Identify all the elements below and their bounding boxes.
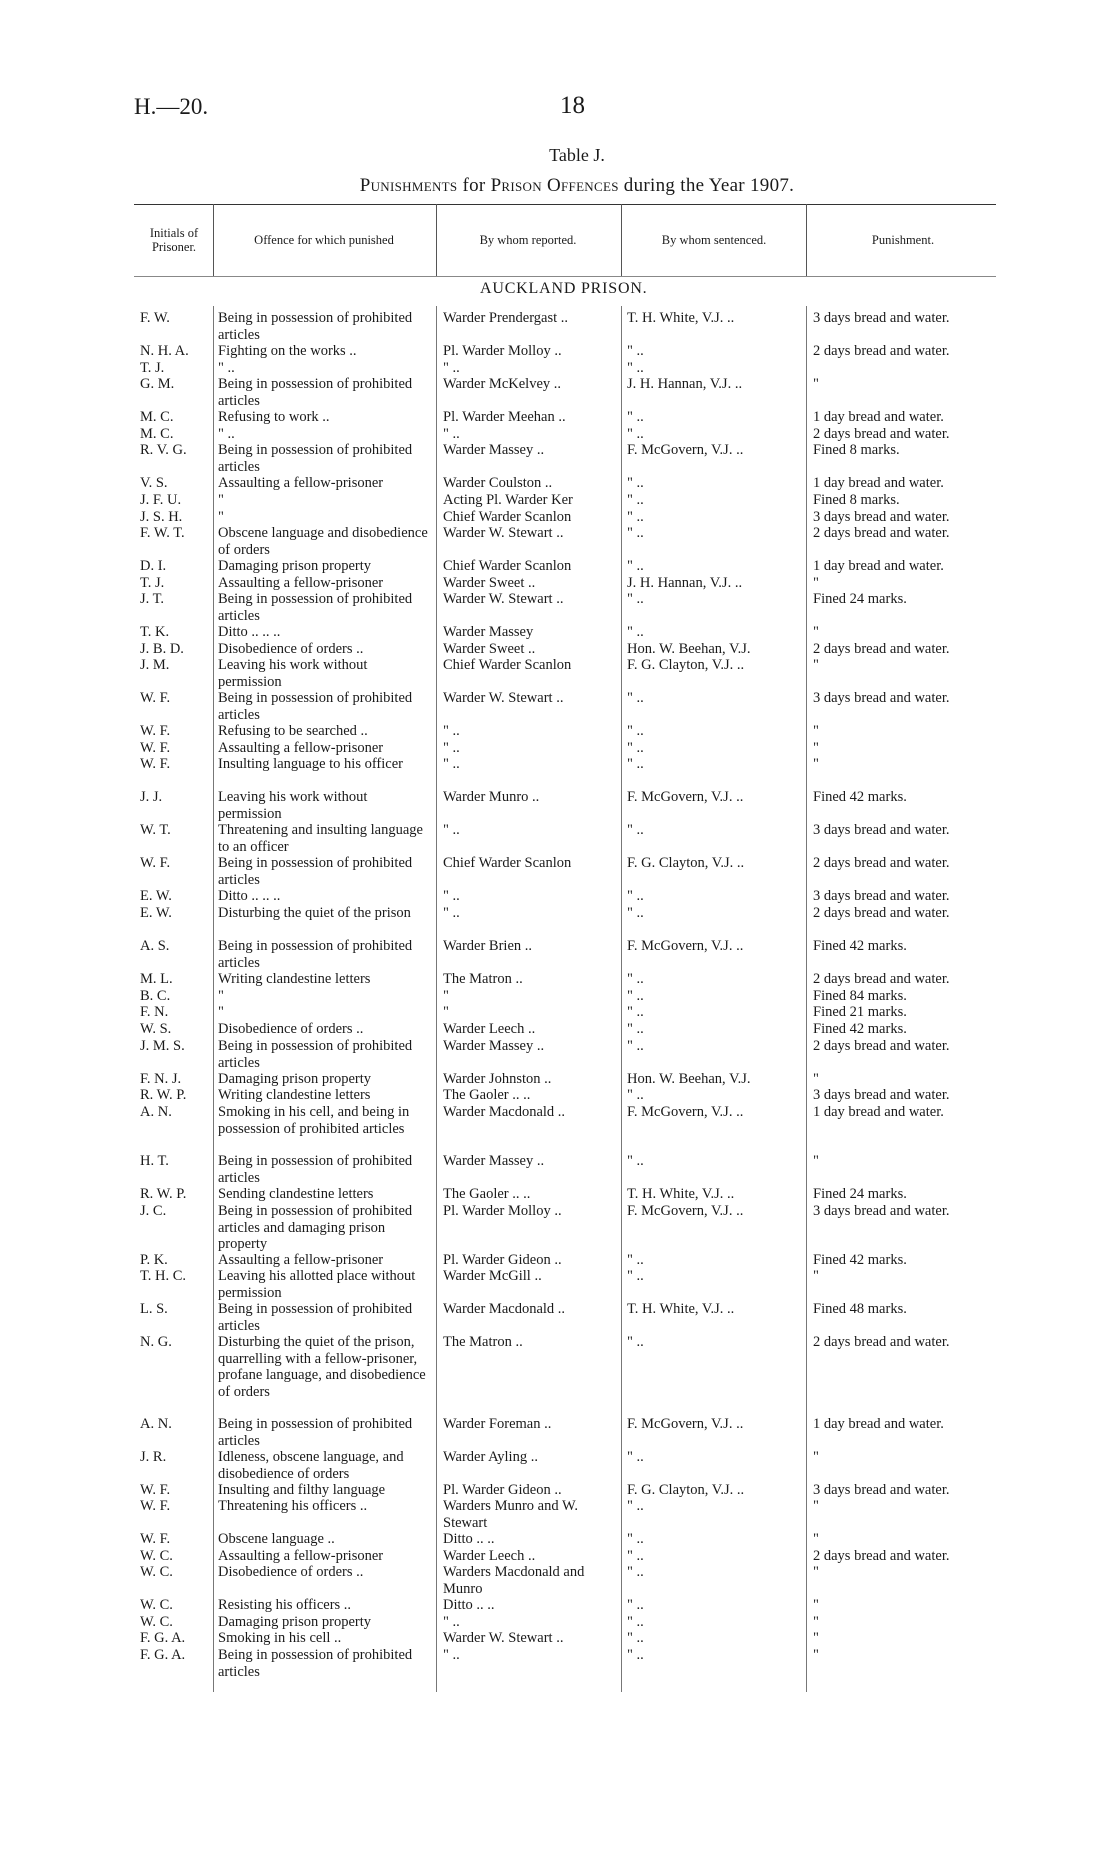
punishment-cell: Fined 48 marks.	[813, 1301, 907, 1317]
reported-by-cell: The Matron ..	[443, 1334, 523, 1350]
prisoner-initials: A. S.	[140, 938, 170, 954]
reported-by-cell: Warders Munro and W. Stewart	[443, 1498, 578, 1531]
punishment-cell: Fined 42 marks.	[813, 1021, 907, 1037]
punishment-cell: Fined 24 marks.	[813, 1186, 907, 1202]
sentenced-by-cell: " ..	[627, 1087, 644, 1103]
offence-cell: Being in possession of prohibited articles	[218, 1647, 413, 1680]
offence-cell: Assaulting a fellow-prisoner	[218, 740, 384, 756]
sentenced-by-cell: " ..	[627, 409, 644, 425]
sentenced-by-cell: " ..	[627, 558, 644, 574]
sentenced-by-cell: " ..	[627, 1449, 644, 1465]
punishment-cell: "	[813, 1268, 819, 1284]
reported-by-cell: Warder W. Stewart ..	[443, 1630, 564, 1646]
sentenced-by-cell: " ..	[627, 1597, 644, 1613]
prisoner-initials: B. C.	[140, 988, 171, 1004]
reported-by-cell: Warder Leech ..	[443, 1548, 536, 1564]
sentenced-by-cell: " ..	[627, 1614, 644, 1630]
reported-by-cell: " ..	[443, 723, 460, 739]
reported-by-cell: Warder Prendergast ..	[443, 310, 568, 326]
reported-by-cell: The Matron ..	[443, 971, 523, 987]
sentenced-by-cell: " ..	[627, 690, 644, 706]
reported-by-cell: Warder Sweet ..	[443, 575, 536, 591]
sentenced-by-cell: F. G. Clayton, V.J. ..	[627, 657, 745, 673]
reported-by-cell: " ..	[443, 822, 460, 838]
reported-by-cell: Pl. Warder Meehan ..	[443, 409, 566, 425]
reported-by-cell: " ..	[443, 1647, 460, 1663]
reported-by-cell: Warder W. Stewart ..	[443, 690, 564, 706]
offence-cell: Writing clandestine letters	[218, 1087, 371, 1103]
prisoner-initials: F. G. A.	[140, 1647, 186, 1663]
offence-cell: Fighting on the works ..	[218, 343, 357, 359]
punishment-cell: "	[813, 1597, 819, 1613]
reported-by-cell: Warder W. Stewart ..	[443, 591, 564, 607]
reported-by-cell: Warder Munro ..	[443, 789, 540, 805]
sentenced-by-cell: " ..	[627, 624, 644, 640]
sentenced-by-cell: " ..	[627, 1531, 644, 1547]
punishment-cell: "	[813, 1071, 819, 1087]
sentenced-by-cell: " ..	[627, 888, 644, 904]
prisoner-initials: W. F.	[140, 1531, 171, 1547]
offence-cell: Threatening his officers ..	[218, 1498, 368, 1514]
punishment-cell: Fined 24 marks.	[813, 591, 907, 607]
prisoner-initials: M. C.	[140, 426, 174, 442]
prisoner-initials: W. F.	[140, 1498, 171, 1514]
reported-by-cell: " ..	[443, 888, 460, 904]
punishment-cell: Fined 84 marks.	[813, 988, 907, 1004]
reported-by-cell: The Gaoler .. ..	[443, 1087, 531, 1103]
prisoner-initials: J. F. U.	[140, 492, 182, 508]
punishment-cell: "	[813, 624, 819, 640]
offence-cell: Being in possession of prohibited articles	[218, 938, 413, 971]
punishment-cell: 2 days bread and water.	[813, 525, 950, 541]
prisoner-initials: N. H. A.	[140, 343, 189, 359]
prisoner-initials: A. N.	[140, 1104, 172, 1120]
header-initials: Initials of Prisoner.	[149, 226, 199, 254]
prisoner-initials: E. W.	[140, 905, 172, 921]
punishment-cell: Fined 42 marks.	[813, 789, 907, 805]
offence-cell: "	[218, 1004, 224, 1020]
reported-by-cell: Chief Warder Scanlon	[443, 657, 572, 673]
sentenced-by-cell: Hon. W. Beehan, V.J.	[627, 1071, 751, 1087]
prisoner-initials: J. M. S.	[140, 1038, 185, 1054]
punishment-cell: "	[813, 1647, 819, 1663]
reported-by-cell: Warder Macdonald ..	[443, 1104, 566, 1120]
reported-by-cell: Chief Warder Scanlon	[443, 509, 572, 525]
reported-by-cell: Warder Massey ..	[443, 442, 545, 458]
punishment-cell: 3 days bread and water.	[813, 310, 950, 326]
punishment-cell: "	[813, 657, 819, 673]
page-number: 18	[560, 92, 585, 119]
sentenced-by-cell: " ..	[627, 1268, 644, 1284]
punishment-cell: 3 days bread and water.	[813, 822, 950, 838]
prisoner-initials: W. C.	[140, 1548, 173, 1564]
reported-by-cell: Pl. Warder Gideon ..	[443, 1482, 562, 1498]
offence-cell: Assaulting a fellow-prisoner	[218, 1252, 384, 1268]
reported-by-cell: "	[443, 1004, 449, 1020]
offence-cell: Sending clandestine letters	[218, 1186, 374, 1202]
punishment-cell: "	[813, 1531, 819, 1547]
prisoner-initials: F. N.	[140, 1004, 169, 1020]
punishment-cell: 2 days bread and water.	[813, 971, 950, 987]
offence-cell: Obscene language ..	[218, 1531, 335, 1547]
sentenced-by-cell: F. McGovern, V.J. ..	[627, 1104, 744, 1120]
punishment-cell: 2 days bread and water.	[813, 641, 950, 657]
punishment-cell: 2 days bread and water.	[813, 1038, 950, 1054]
punishment-cell: Fined 42 marks.	[813, 1252, 907, 1268]
sentenced-by-cell: " ..	[627, 509, 644, 525]
header-reported: By whom reported.	[479, 233, 577, 247]
reported-by-cell: Warder Macdonald ..	[443, 1301, 566, 1317]
offence-cell: Smoking in his cell, and being in possession of prohibited articles	[218, 1104, 410, 1137]
sentenced-by-cell: " ..	[627, 525, 644, 541]
sentenced-by-cell: " ..	[627, 1548, 644, 1564]
punishment-cell: 1 day bread and water.	[813, 475, 944, 491]
offence-cell: Being in possession of prohibited articles	[218, 1301, 413, 1334]
prisoner-initials: J. T.	[140, 591, 165, 607]
punishment-cell: "	[813, 1449, 819, 1465]
punishment-cell: 2 days bread and water.	[813, 905, 950, 921]
punishment-cell: "	[813, 1564, 819, 1580]
sentenced-by-cell: " ..	[627, 971, 644, 987]
offence-cell: "	[218, 988, 224, 1004]
prisoner-initials: W. F.	[140, 1482, 171, 1498]
punishment-cell: 1 day bread and water.	[813, 558, 944, 574]
prisoner-initials: W. F.	[140, 855, 171, 871]
prisoner-initials: J. B. D.	[140, 641, 184, 657]
reported-by-cell: Chief Warder Scanlon	[443, 855, 572, 871]
prisoner-initials: V. S.	[140, 475, 168, 491]
prisoner-initials: W. F.	[140, 690, 171, 706]
reported-by-cell: Warders Macdonald and Munro	[443, 1564, 585, 1597]
offence-cell: Leaving his work without permission	[218, 789, 368, 822]
offence-cell: Writing clandestine letters	[218, 971, 371, 987]
sentenced-by-cell: F. McGovern, V.J. ..	[627, 1416, 744, 1432]
offence-cell: Resisting his officers ..	[218, 1597, 352, 1613]
prisoner-initials: E. W.	[140, 888, 172, 904]
reported-by-cell: " ..	[443, 740, 460, 756]
offence-cell: Leaving his work without permission	[218, 657, 368, 690]
prisoner-initials: T. J.	[140, 575, 165, 591]
sentenced-by-cell: " ..	[627, 1647, 644, 1663]
reported-by-cell: Pl. Warder Molloy ..	[443, 1203, 562, 1219]
reported-by-cell: Warder Leech ..	[443, 1021, 536, 1037]
offence-cell: "	[218, 509, 224, 525]
title-part-2: for	[457, 175, 491, 196]
sentenced-by-cell: " ..	[627, 1021, 644, 1037]
offence-cell: Being in possession of prohibited articles	[218, 1038, 413, 1071]
offence-cell: Obscene language and disobedience of orders	[218, 525, 428, 558]
punishment-cell: 2 days bread and water.	[813, 1548, 950, 1564]
punishment-cell: 3 days bread and water.	[813, 690, 950, 706]
prisoner-initials: R. W. P.	[140, 1186, 187, 1202]
sentenced-by-cell: F. McGovern, V.J. ..	[627, 1203, 744, 1219]
prisoner-initials: F. W.	[140, 310, 170, 326]
reported-by-cell: Pl. Warder Gideon ..	[443, 1252, 562, 1268]
reported-by-cell: Warder Brien ..	[443, 938, 533, 954]
title-part-1: Punishments	[359, 175, 458, 196]
offence-cell: Refusing to work ..	[218, 409, 330, 425]
sentenced-by-cell: " ..	[627, 905, 644, 921]
prisoner-initials: J. S. H.	[140, 509, 183, 525]
punishment-cell: 1 day bread and water.	[813, 1416, 944, 1432]
reported-by-cell: Ditto .. ..	[443, 1531, 495, 1547]
offence-cell: Disturbing the quiet of the prison, quarrelling with a fellow-prisoner, profane language, and disobedience of orders	[218, 1334, 426, 1400]
offence-cell: Being in possession of prohibited articles	[218, 310, 413, 343]
sentenced-by-cell: F. G. Clayton, V.J. ..	[627, 1482, 745, 1498]
punishment-cell: 1 day bread and water.	[813, 1104, 944, 1120]
sentenced-by-cell: " ..	[627, 1004, 644, 1020]
reported-by-cell: Chief Warder Scanlon	[443, 558, 572, 574]
sentenced-by-cell: " ..	[627, 475, 644, 491]
reported-by-cell: The Gaoler .. ..	[443, 1186, 531, 1202]
sentenced-by-cell: " ..	[627, 492, 644, 508]
punishment-cell: 2 days bread and water.	[813, 343, 950, 359]
sentenced-by-cell: T. H. White, V.J. ..	[627, 1301, 735, 1317]
punishment-cell: 3 days bread and water.	[813, 888, 950, 904]
prisoner-initials: D. I.	[140, 558, 167, 574]
offence-cell: Being in possession of prohibited articles	[218, 855, 413, 888]
offence-cell: Being in possession of prohibited articles	[218, 1153, 413, 1186]
punishment-cell: "	[813, 376, 819, 392]
prisoner-initials: A. N.	[140, 1416, 172, 1432]
sentenced-by-cell: " ..	[627, 822, 644, 838]
punishment-cell: Fined 21 marks.	[813, 1004, 907, 1020]
offence-cell: "	[218, 492, 224, 508]
offence-cell: Refusing to be searched ..	[218, 723, 368, 739]
sentenced-by-cell: " ..	[627, 1498, 644, 1514]
offence-cell: Idleness, obscene language, and disobedience of orders	[218, 1449, 404, 1482]
offence-cell: Being in possession of prohibited articles	[218, 442, 413, 475]
reported-by-cell: Warder Massey ..	[443, 1153, 545, 1169]
reported-by-cell: Warder Foreman ..	[443, 1416, 552, 1432]
prisoner-initials: J. J.	[140, 789, 163, 805]
punishment-cell: 2 days bread and water.	[813, 1334, 950, 1350]
sentenced-by-cell: F. McGovern, V.J. ..	[627, 938, 744, 954]
sentenced-by-cell: " ..	[627, 988, 644, 1004]
prisoner-initials: J. R.	[140, 1449, 167, 1465]
reported-by-cell: Warder McKelvey ..	[443, 376, 562, 392]
punishment-cell: 2 days bread and water.	[813, 855, 950, 871]
offence-cell: Damaging prison property	[218, 1071, 372, 1087]
punishment-cell: 3 days bread and water.	[813, 509, 950, 525]
reported-by-cell: Ditto .. ..	[443, 1597, 495, 1613]
reported-by-cell: " ..	[443, 756, 460, 772]
reported-by-cell: Warder Coulston ..	[443, 475, 553, 491]
punishment-cell: Fined 8 marks.	[813, 442, 900, 458]
sentenced-by-cell: " ..	[627, 740, 644, 756]
offence-cell: Insulting language to his officer	[218, 756, 403, 772]
section-heading: AUCKLAND PRISON.	[480, 280, 648, 297]
prisoner-initials: W. T.	[140, 822, 171, 838]
offence-cell: Threatening and insulting language to an officer	[218, 822, 423, 855]
punishment-cell: 1 day bread and water.	[813, 409, 944, 425]
offence-cell: Assaulting a fellow-prisoner	[218, 1548, 384, 1564]
prisoner-initials: T. K.	[140, 624, 170, 640]
offence-cell: Disturbing the quiet of the prison	[218, 905, 411, 921]
prisoner-initials: F. W. T.	[140, 525, 185, 541]
sentenced-by-cell: T. H. White, V.J. ..	[627, 1186, 735, 1202]
punishment-cell: "	[813, 1498, 819, 1514]
header-offence: Offence for which punished	[254, 233, 394, 247]
offence-cell: Disobedience of orders ..	[218, 1021, 364, 1037]
punishment-cell: Fined 42 marks.	[813, 938, 907, 954]
sentenced-by-cell: Hon. W. Beehan, V.J.	[627, 641, 751, 657]
reported-by-cell: Warder Massey	[443, 624, 534, 640]
sentenced-by-cell: " ..	[627, 1252, 644, 1268]
offence-cell: Damaging prison property	[218, 558, 372, 574]
reported-by-cell: Acting Pl. Warder Ker	[443, 492, 573, 508]
prisoner-initials: F. G. A.	[140, 1630, 186, 1646]
offence-cell: Being in possession of prohibited articles	[218, 376, 413, 409]
sentenced-by-cell: F. G. Clayton, V.J. ..	[627, 855, 745, 871]
punishment-cell: 3 days bread and water.	[813, 1203, 950, 1219]
prisoner-initials: W. F.	[140, 740, 171, 756]
header-sentenced: By whom sentenced.	[661, 233, 767, 247]
offence-cell: Being in possession of prohibited articles	[218, 1416, 413, 1449]
reported-by-cell: Warder Johnston ..	[443, 1071, 552, 1087]
reported-by-cell: " ..	[443, 426, 460, 442]
offence-cell: Assaulting a fellow-prisoner	[218, 475, 384, 491]
offence-cell: " ..	[218, 426, 235, 442]
sentenced-by-cell: " ..	[627, 1334, 644, 1350]
punishment-cell: "	[813, 1153, 819, 1169]
reported-by-cell: Warder McGill ..	[443, 1268, 542, 1284]
punishment-cell: 2 days bread and water.	[813, 426, 950, 442]
prisoner-initials: T. H. C.	[140, 1268, 187, 1284]
sentenced-by-cell: " ..	[627, 360, 644, 376]
sentenced-by-cell: " ..	[627, 426, 644, 442]
table-label: Table J.	[549, 145, 605, 165]
prisoner-initials: R. W. P.	[140, 1087, 187, 1103]
sentenced-by-cell: F. McGovern, V.J. ..	[627, 789, 744, 805]
sentenced-by-cell: F. McGovern, V.J. ..	[627, 442, 744, 458]
offence-cell: Being in possession of prohibited articles and damaging prison property	[218, 1203, 413, 1252]
doc-code: H.—20.	[134, 94, 209, 119]
sentenced-by-cell: " ..	[627, 756, 644, 772]
sentenced-by-cell: " ..	[627, 1153, 644, 1169]
sentenced-by-cell: " ..	[627, 1630, 644, 1646]
reported-by-cell: Warder Sweet ..	[443, 641, 536, 657]
prisoner-initials: M. L.	[140, 971, 173, 987]
reported-by-cell: Warder W. Stewart ..	[443, 525, 564, 541]
offence-cell: Disobedience of orders ..	[218, 641, 364, 657]
prisoner-initials: W. F.	[140, 756, 171, 772]
title-part-4: during the Year 1907.	[618, 175, 795, 196]
prisoner-initials: W. C.	[140, 1597, 173, 1613]
sentenced-by-cell: " ..	[627, 591, 644, 607]
prisoner-initials: G. M.	[140, 376, 175, 392]
header-punishment: Punishment.	[871, 233, 935, 247]
punishment-cell: "	[813, 723, 819, 739]
punishment-cell: Fined 8 marks.	[813, 492, 900, 508]
prisoner-initials: W. F.	[140, 723, 171, 739]
prisoner-initials: J. C.	[140, 1203, 167, 1219]
offence-cell: Insulting and filthy language	[218, 1482, 386, 1498]
sentenced-by-cell: J. H. Hannan, V.J. ..	[627, 376, 743, 392]
reported-by-cell: " ..	[443, 905, 460, 921]
title-part-3: Prison Offences	[490, 175, 619, 196]
offence-cell: Being in possession of prohibited articles	[218, 591, 413, 624]
sentenced-by-cell: T. H. White, V.J. ..	[627, 310, 735, 326]
offence-cell: Ditto .. .. ..	[218, 888, 281, 904]
prisoner-initials: R. V. G.	[140, 442, 187, 458]
sentenced-by-cell: " ..	[627, 1038, 644, 1054]
reported-by-cell: " ..	[443, 1614, 460, 1630]
punishment-cell: "	[813, 756, 819, 772]
prisoner-initials: W. C.	[140, 1564, 173, 1580]
reported-by-cell: Pl. Warder Molloy ..	[443, 343, 562, 359]
reported-by-cell: Warder Massey ..	[443, 1038, 545, 1054]
punishment-cell: 3 days bread and water.	[813, 1482, 950, 1498]
sentenced-by-cell: " ..	[627, 1564, 644, 1580]
prisoner-initials: J. M.	[140, 657, 170, 673]
prisoner-initials: W. S.	[140, 1021, 172, 1037]
offence-cell: Disobedience of orders ..	[218, 1564, 364, 1580]
prisoner-initials: P. K.	[140, 1252, 168, 1268]
prisoner-initials: N. G.	[140, 1334, 172, 1350]
offence-cell: Ditto .. .. ..	[218, 624, 281, 640]
offence-cell: Assaulting a fellow-prisoner	[218, 575, 384, 591]
prisoner-initials: W. C.	[140, 1614, 173, 1630]
reported-by-cell: Warder Ayling ..	[443, 1449, 538, 1465]
punishment-cell: "	[813, 575, 819, 591]
prisoner-initials: F. N. J.	[140, 1071, 182, 1087]
punishment-cell: "	[813, 1614, 819, 1630]
prisoner-initials: L. S.	[140, 1301, 168, 1317]
sentenced-by-cell: " ..	[627, 723, 644, 739]
punishment-cell: "	[813, 1630, 819, 1646]
offence-cell: Smoking in his cell ..	[218, 1630, 342, 1646]
offence-cell: Leaving his allotted place without permission	[218, 1268, 416, 1301]
offence-cell: Damaging prison property	[218, 1614, 372, 1630]
sentenced-by-cell: J. H. Hannan, V.J. ..	[627, 575, 743, 591]
sentenced-by-cell: " ..	[627, 343, 644, 359]
prisoner-initials: T. J.	[140, 360, 165, 376]
reported-by-cell: " ..	[443, 360, 460, 376]
offence-cell: Being in possession of prohibited articles	[218, 690, 413, 723]
reported-by-cell: "	[443, 988, 449, 1004]
prisoner-initials: M. C.	[140, 409, 174, 425]
punishment-cell: "	[813, 740, 819, 756]
punishment-cell: 3 days bread and water.	[813, 1087, 950, 1103]
prisoner-initials: H. T.	[140, 1153, 169, 1169]
offence-cell: " ..	[218, 360, 235, 376]
